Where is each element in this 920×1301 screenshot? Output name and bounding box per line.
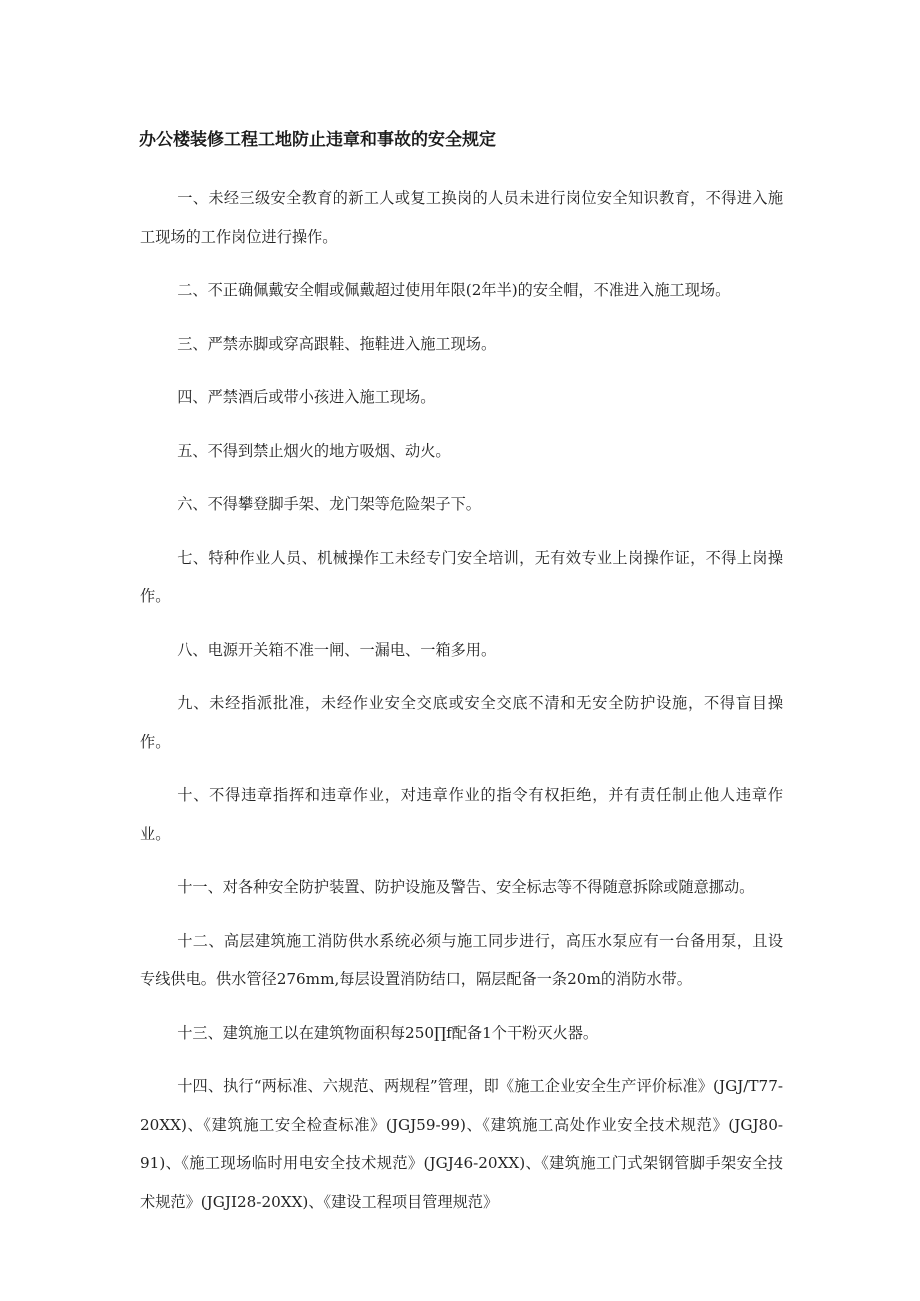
rule-paragraph-12: 十二、高层建筑施工消防供水系统必须与施工同步进行，高压水泵应有一台备用泵，且设专线供电。供水管径276mm,每层设置消防结口，隔层配备一条20m的消防水带。	[140, 931, 783, 988]
rule-paragraph-3: 三、严禁赤脚或穿高跟鞋、拖鞋进入施工现场。	[177, 334, 497, 353]
rule-paragraph-2: 二、不正确佩戴安全帽或佩戴超过使用年限(2年半)的安全帽，不准进入施工现场。	[177, 281, 731, 299]
rule-paragraph-6: 六、不得攀登脚手架、龙门架等危险架子下。	[177, 495, 481, 513]
rule-paragraph-11: 十一、对各种安全防护装置、防护设施及警告、安全标志等不得随意拆除或随意挪动。	[177, 878, 755, 896]
document-title: 办公楼装修工程工地防止违章和事故的安全规定	[139, 130, 496, 150]
rule-paragraph-9: 九、未经指派批准，未经作业安全交底或安全交底不清和无安全防护设施，不得盲目操作。	[140, 694, 783, 751]
rule-paragraph-4: 四、严禁酒后或带小孩进入施工现场。	[177, 388, 436, 406]
rule-paragraph-14: 十四、执行“两标准、六规范、两规程”管理，即《施工企业安全生产评价标准》(JGJ/T77-20XX)、《建筑施工安全检查标准》(JGJ59-99)、《建筑施工高处作业安全技术规范》(JGJ80-91)、《施工现场临时用电安全技术规范》(JGJ46-20XX)、《建筑施工门式架钢管脚手架安全技术规范》(JGJI28-20XX)、《建设工程项目管理规范》	[140, 1077, 783, 1211]
rule-paragraph-7: 七、特种作业人员、机械操作工未经专门安全培训，无有效专业上岗操作证，不得上岗操作。	[140, 548, 783, 605]
document-body	[140, 179, 783, 1236]
rule-paragraph-1: 一、未经三级安全教育的新工人或复工换岗的人员未进行岗位安全知识教育，不得进入施工现场的工作岗位进行操作。	[140, 189, 783, 246]
rule-paragraph-5: 五、不得到禁止烟火的地方吸烟、动火。	[177, 441, 451, 460]
rule-paragraph-13: 十三、建筑施工以在建筑物面积每250∏f配备1个干粉灭火器。	[177, 1023, 599, 1042]
rule-paragraph-8: 八、电源开关箱不准一闸、一漏电、一箱多用。	[177, 640, 497, 659]
rule-paragraph-10: 十、不得违章指挥和违章作业，对违章作业的指令有权拒绝，并有责任制止他人违章作业。	[140, 786, 783, 843]
